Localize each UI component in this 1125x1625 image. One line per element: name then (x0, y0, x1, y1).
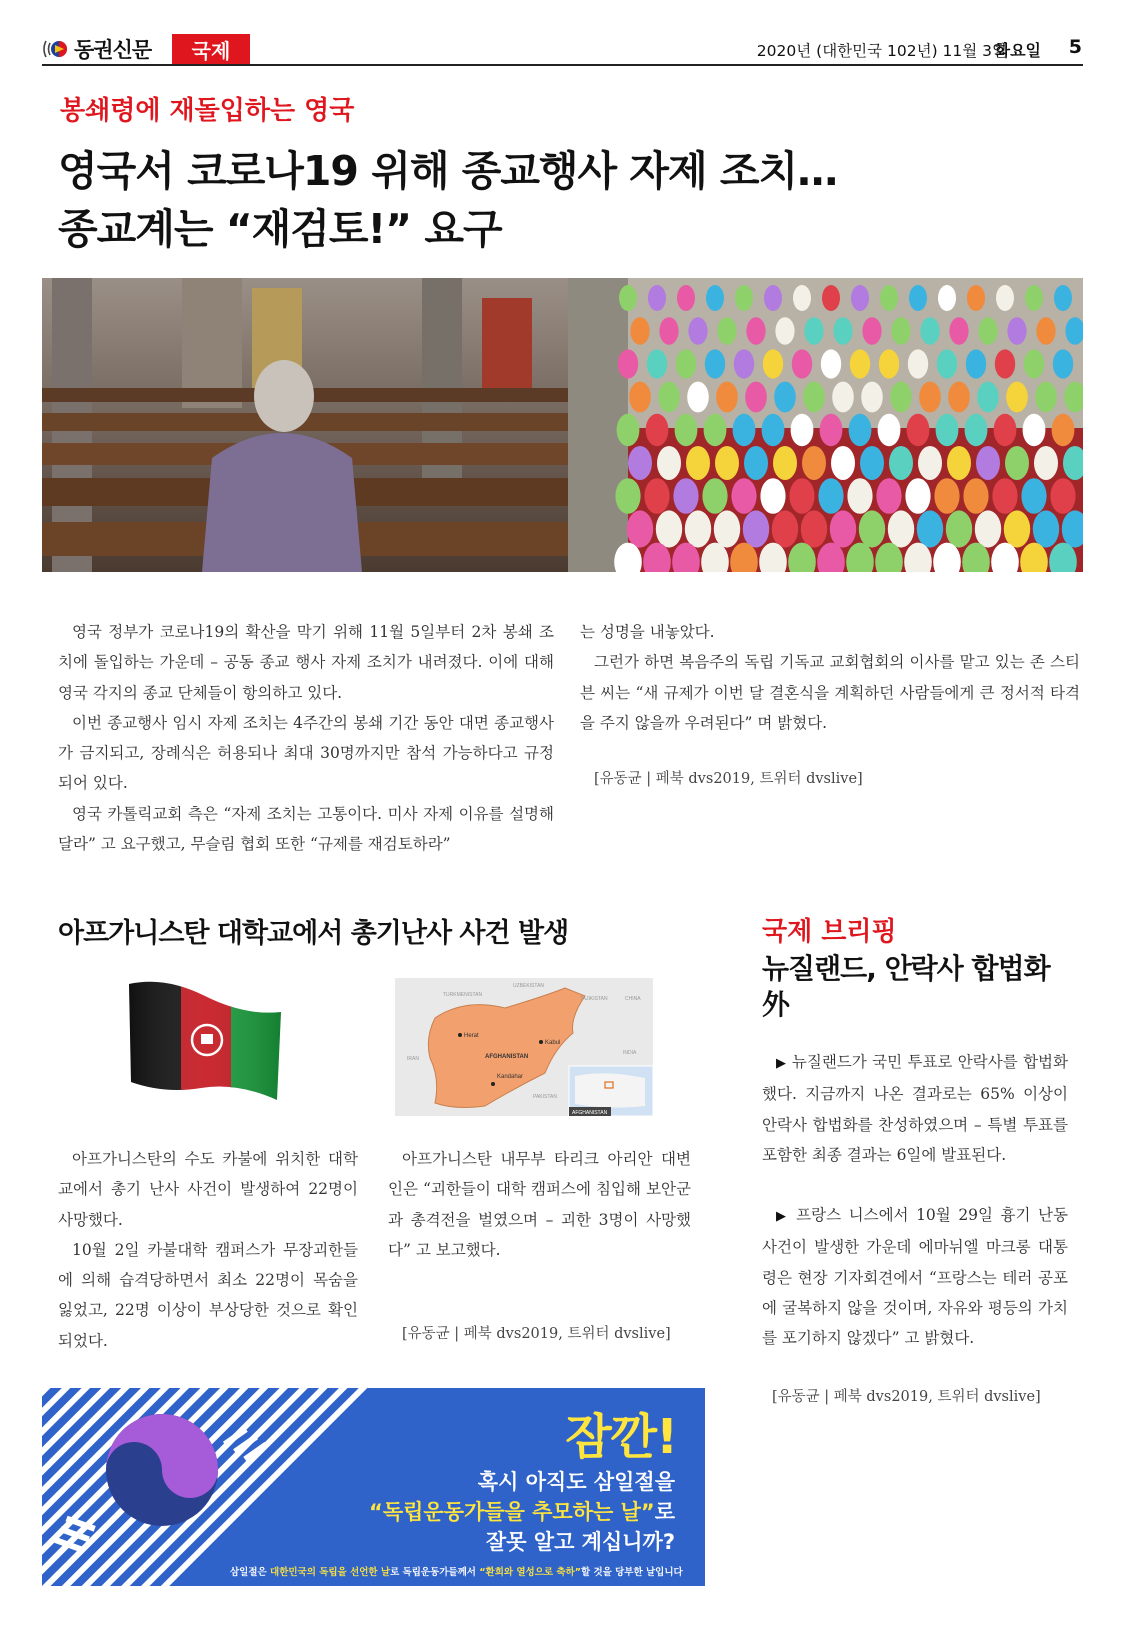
samiljeol-ad-banner[interactable] (42, 1388, 705, 1586)
section-badge: 국제 (172, 34, 250, 64)
map-neighbor-label: INDIA (623, 1050, 637, 1056)
ad-footnote: 삼일절은 대한민국의 독립을 선언한 날로 독립운동가들께서 “환희와 열성으로 축하”할 것을 당부한 날입니다 (230, 1567, 683, 1578)
prayer-crowd-photo (568, 278, 1083, 572)
briefing-item: ▶ 뉴질랜드가 국민 투표로 안락사를 합법화했다. 지금까지 나온 결과로는 65% 이상이 안락사 합법화를 찬성하였으며 – 특별 투표를 포함한 최종 결과는 6일에 발표된다. (762, 1053, 1068, 1164)
briefing-kicker: 국제 브리핑 (762, 917, 897, 947)
briefing-item: ▶ 프랑스 니스에서 10월 29일 흉기 난동 사건이 발생한 가운데 에마뉘엘 마크롱 대통령은 현장 기자회견에서 “프랑스는 테러 공포에 굴복하지 않을 것이며, 자유와 평등의 가치를 포기하지 않겠다” 고 밝혔다. (762, 1206, 1068, 1348)
map-city-label: Kandahar (497, 1074, 524, 1080)
map-neighbor-label: UZBEKISTAN (513, 983, 545, 989)
ad-question-line3: 잘못 알고 계십니까? (485, 1530, 675, 1554)
map-neighbor-label: PAKISTAN (533, 1094, 557, 1100)
issue-date: 2020년 (대한민국 102년) 11월 3일 (756, 42, 1007, 60)
logo-icon (42, 36, 70, 62)
bullet-icon: ▶ (776, 1209, 789, 1225)
map-inset-label: AFGHANISTAN (572, 1110, 608, 1116)
ad-question-line1: 혹시 아직도 삼일절을 (477, 1470, 675, 1494)
article1-column1 (58, 617, 554, 859)
article1-paragraph: 영국 카톨릭교회 측은 “자제 조치는 고통이다. 미사 자제 이유를 설명해 달라” 고 요구했고, 무슬림 협회 또한 “규제를 재검토하라” (58, 804, 554, 854)
article1-headline-line2: 종교계는 “재검토!” 요구 (58, 205, 502, 253)
map-city-label: Herat (464, 1033, 479, 1039)
article1-column2 (580, 617, 1080, 794)
map-neighbor-label: TAJIKISTAN (580, 996, 608, 1002)
article1-paragraph: 이번 종교행사 임시 자제 조치는 4주간의 봉쇄 기간 동안 대면 종교행사가 금지되고, 장례식은 허용되나 최대 30명까지만 참석 가능하다고 규정되어 있다. (58, 713, 554, 793)
briefing-column (762, 1047, 1068, 1412)
ad-question-line2: “독립운동가들을 추모하는 날”로 (369, 1500, 675, 1524)
afghan-flag-image (125, 978, 285, 1103)
article2-paragraph: 10월 2일 카불대학 캠퍼스가 무장괴한들에 의해 습격당하면서 최소 22명이 목숨을 잃었고, 22명 이상이 부상당한 것으로 확인되었다. (58, 1240, 358, 1350)
logo-text: 동권신문 (74, 38, 152, 62)
map-country-label: AFGHANISTAN (485, 1054, 529, 1060)
briefing-title: 뉴질랜드, 안락사 합법화 外 (762, 952, 1050, 1021)
issue-weekday: 화요일 (994, 41, 1041, 60)
page-number: 5 (1068, 36, 1082, 58)
map-neighbor-label: CHINA (625, 996, 641, 1002)
article2-headline: 아프가니스탄 대학교에서 총기난사 사건 발생 (58, 918, 569, 949)
map-neighbor-label: IRAN (407, 1056, 419, 1062)
header-rule (42, 64, 1083, 66)
ad-headline: 잠깐! (565, 1409, 677, 1465)
article2-paragraph: 아프가니스탄의 수도 카불에 위치한 대학교에서 총기 난사 사건이 발생하여 22명이 사망했다. (58, 1150, 358, 1229)
article1-paragraph: 영국 정부가 코로나19의 확산을 막기 위해 11월 5일부터 2차 봉쇄 조치에 돌입하는 가운데 – 공동 종교 행사 자제 조치가 내려졌다. 이에 대해 영국 각지의 종교 단체들이 항의하고 있다. (58, 623, 554, 702)
church-pew-photo (42, 278, 568, 572)
article2-column1 (58, 1144, 358, 1356)
article2-paragraph: 아프가니스탄 내무부 타리크 아리안 대변인은 “괴한들이 대학 캠퍼스에 침입해 보안군과 총격전을 벌였으며 – 괴한 3명이 사망했다” 고 보고했다. (388, 1150, 691, 1259)
article2-credit: [유동균 | 페북 dvs2019, 트위터 dvslive] (402, 1326, 671, 1343)
article1-continuation: 는 성명을 내놓았다. (580, 623, 715, 641)
article1-paragraph: 그런가 하면 복음주의 독립 기독교 교회협회의 이사를 맡고 있는 존 스티븐 씨는 “새 규제가 이번 달 결혼식을 계획하던 사람들에게 큰 정서적 타격을 주지 않을까 우려된다” 며 밝혔다. (580, 653, 1080, 732)
bullet-icon: ▶ (776, 1056, 787, 1071)
article1-credit: [유동균 | 페북 dvs2019, 트위터 dvslive] (594, 771, 863, 788)
article1-kicker: 봉쇄령에 재돌입하는 영국 (60, 96, 355, 126)
briefing-credit: [유동균 | 페북 dvs2019, 트위터 dvslive] (772, 1388, 1041, 1405)
article2-column2 (388, 1144, 691, 1349)
article1-headline-line1: 영국서 코로나19 위해 종교행사 자제 조치… (58, 147, 838, 195)
map-city-label: Kabul (545, 1040, 561, 1046)
afghanistan-map (395, 978, 653, 1116)
map-neighbor-label: TURKMENISTAN (443, 992, 483, 998)
masthead-logo (42, 34, 151, 64)
